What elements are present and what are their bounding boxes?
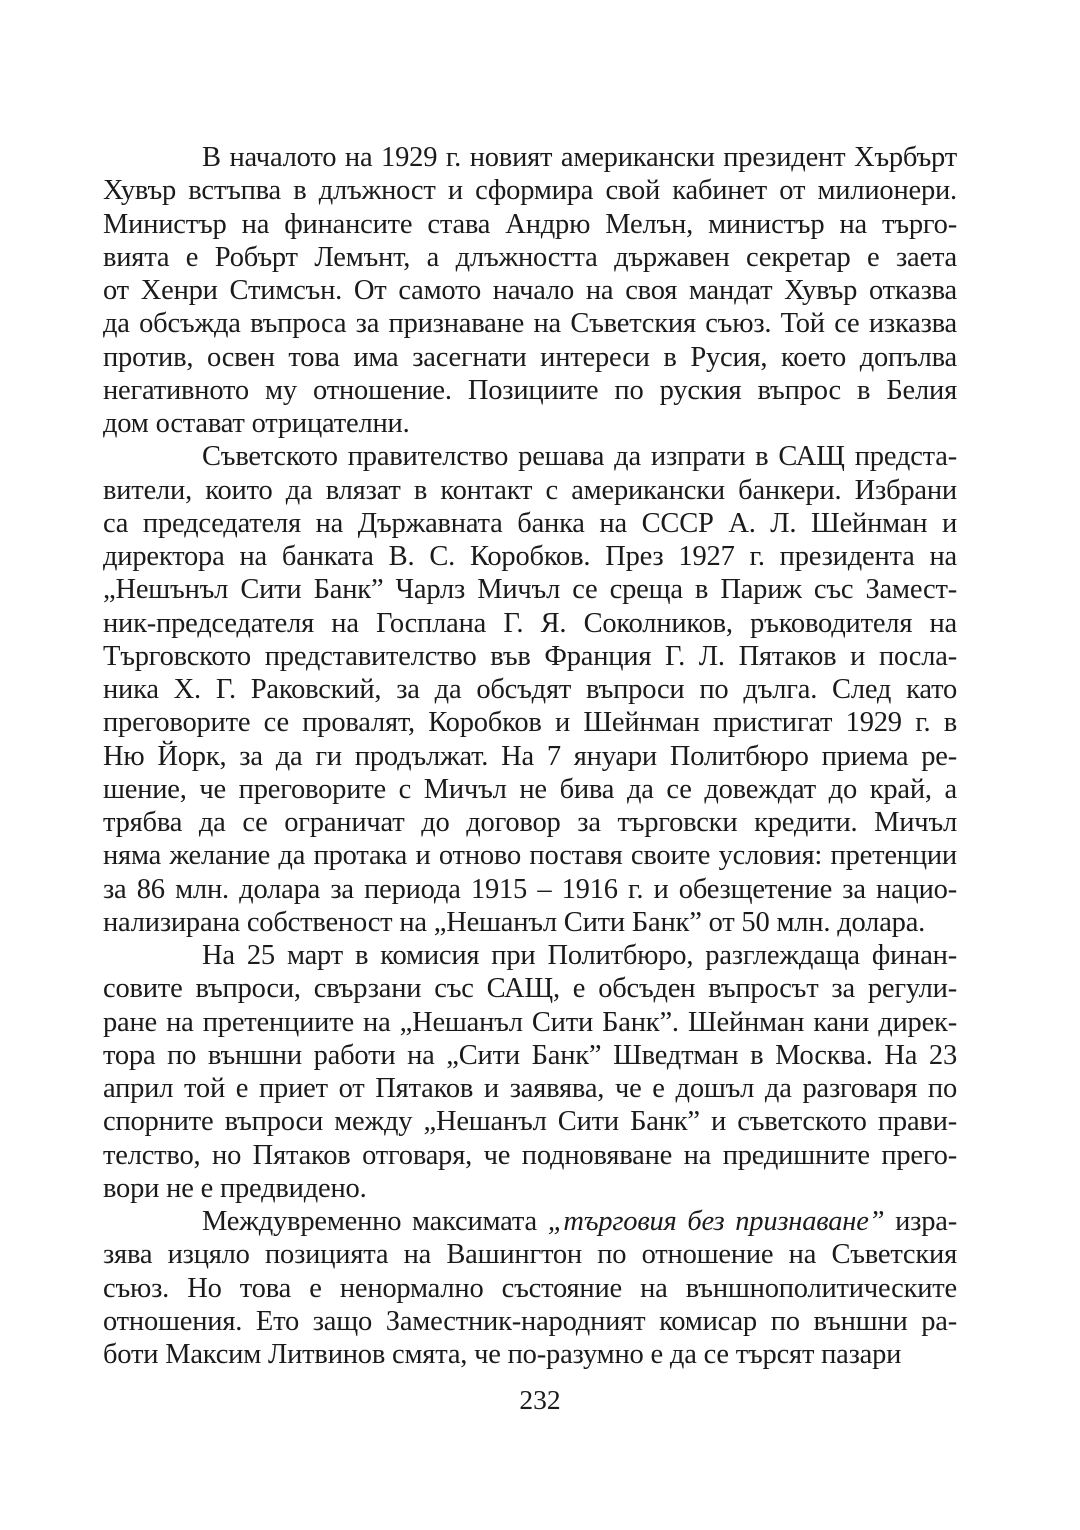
text-line: са председателя на Държавната банка на СССР А. Л. Шейнман и	[103, 507, 957, 539]
text-line: против, освен това има засегнати интереси в Русия, което допълва	[103, 341, 957, 373]
text-line: совите въпроси, свързани със САЩ, е обсъден въпросът за регули-	[103, 973, 957, 1005]
text-line: Търговското представителство във Франция Г. Л. Пятаков и посла-	[103, 640, 957, 672]
text-line: Ню Йорк, за да ги продължат. На 7 януари Политбюро приема ре-	[103, 740, 957, 772]
text-line: негативното му отношение. Позициите по руския въпрос в Белия	[103, 374, 957, 406]
text-line: ник-председателя на Госплана Г. Я. Соколников, ръководителя на	[103, 607, 957, 639]
text-line: директора на банката В. С. Коробков. През 1927 г. президента на	[103, 541, 957, 572]
text-line	[103, 1205, 957, 1238]
text-line: нализирана собственост на „Нешанъл Сити Банк” от 50 млн. долара.	[103, 906, 926, 938]
text-line: На 25 март в комисия при Политбюро, разглеждаща финан-	[202, 940, 957, 971]
text-line: трябва да се ограничат до договор за търговски кредити. Мичъл	[103, 807, 957, 838]
page-number: 232	[519, 1384, 561, 1415]
text-line: отношения. Ето защо Заместник-народният комисар по външни ра-	[103, 1305, 957, 1337]
text-line: ника Х. Г. Раковский, за да обсъдят въпроси по дълга. След като	[103, 674, 957, 705]
page-text-block	[103, 141, 957, 1371]
text-line: шение, че преговорите с Мичъл не бива да се довеждат до край, а	[103, 773, 957, 805]
text-line: боти Максим Литвинов смята, че по-разумно е да се търсят пазари	[103, 1339, 902, 1370]
text-segment: Междувременно максимата	[202, 1206, 548, 1237]
paragraph	[103, 939, 957, 1205]
text-line: съюз. Но това е ненормално състояние на външнополитическите	[103, 1272, 957, 1304]
paragraph	[103, 440, 957, 939]
text-line: Хувър встъпва в длъжност и сформира свой кабинет от милионери.	[103, 175, 957, 207]
text-line: Съветското правителство решава да изпрати в САЩ предста-	[202, 441, 957, 473]
paragraph	[103, 141, 957, 440]
text-line: зява изцяло позицията на Вашингтон по отношение на Съветския	[103, 1239, 957, 1271]
text-segment: изра-	[884, 1206, 957, 1237]
text-line: В началото на 1929 г. новият американски президент Хърбърт	[202, 142, 957, 173]
text-line: вията е Робърт Лемънт, а длъжността държавен секретар е заета	[103, 241, 957, 273]
text-line: дом остават отрицателни.	[103, 408, 410, 439]
text-line: вори не е предвидено.	[103, 1172, 367, 1204]
text-line: тора по външни работи на „Сити Банк” Шведтман в Москва. На 23	[103, 1039, 957, 1071]
text-line: за 86 млн. долара за периода 1915 – 1916 г. и обезщетение за нацио-	[103, 873, 957, 905]
text-line: ране на претенциите на „Нешанъл Сити Банк”. Шейнман кани дирек-	[103, 1006, 957, 1038]
text-line: от Хенри Стимсън. От самото начало на своя мандат Хувър отказва	[103, 275, 957, 306]
text-line: телство, но Пятаков отговаря, че подновяване на предишните прего-	[103, 1139, 957, 1171]
text-line: „Нешънъл Сити Банк” Чарлз Мичъл се среща в Париж със Замест-	[103, 574, 957, 606]
text-line: Министър на финансите става Андрю Мелън, министър на търго-	[103, 208, 957, 240]
text-line: преговорите се провалят, Коробков и Шейнман пристигат 1929 г. в	[103, 707, 957, 739]
text-line: няма желание да протака и отново поставя своите условия: претенции	[103, 840, 957, 872]
text-line: спорните въпроси между „Нешанъл Сити Банк” и съветското прави-	[103, 1106, 957, 1138]
text-line: април той е приет от Пятаков и заявява, че е дошъл да разговаря по	[103, 1073, 957, 1104]
text-line: да обсъжда въпроса за признаване на Съветския съюз. Той се изказва	[103, 308, 957, 340]
italic-phrase: „търговия без признаване”	[547, 1206, 885, 1237]
paragraph	[103, 1205, 957, 1371]
text-line: вители, които да влязат в контакт с американски банкери. Избрани	[103, 474, 957, 506]
